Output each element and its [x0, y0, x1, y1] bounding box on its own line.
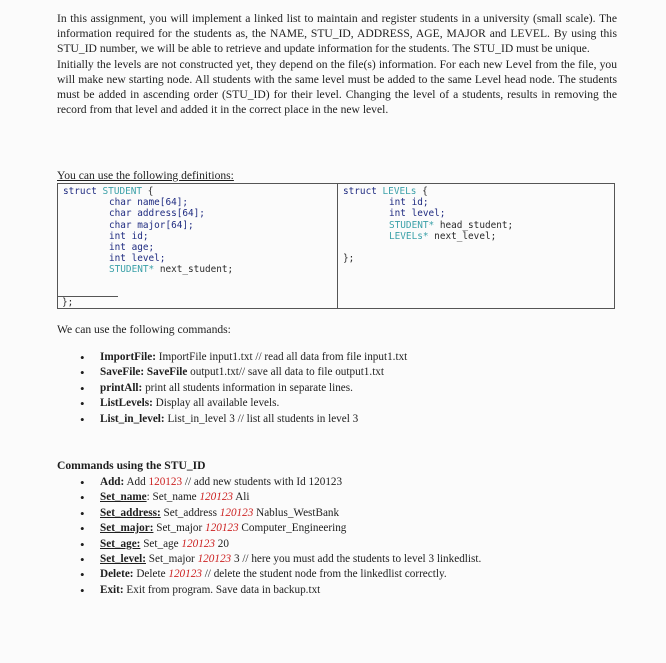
command-post: // add new students with Id 120123 [184, 476, 343, 488]
student-id: 120123 [219, 506, 254, 519]
command-name-2: SaveFile [146, 366, 188, 379]
command-name: ImportFile: [100, 351, 156, 363]
command-post: // delete the student node from the linkedlist correctly. [204, 568, 447, 581]
close-brace: }; [343, 253, 355, 265]
list-item [80, 412, 407, 427]
command-name: Add: [100, 476, 125, 488]
intro-paragraph-1: In this assignment, you will implement a linked list to maintain and register students in a university (small scale). The information required for the students as, the NAME, STU_ID, ADDRESS, AGE, MAJOR and LEVEL. By using this STU_ID number, we will be able to retrieve and update information for the students. The STU_ID must be unique. [57, 12, 617, 56]
open-brace: { [147, 186, 154, 197]
pointer-type: STUDENT* [389, 219, 435, 231]
field-line [343, 220, 609, 231]
student-id: 120123 [199, 491, 233, 504]
pointer-field: next_student; [159, 264, 234, 276]
field-line [63, 264, 332, 275]
field-line: int id; [389, 197, 429, 209]
student-id: 120123 [181, 537, 215, 550]
list-item [80, 537, 481, 552]
command-post: 20 [217, 537, 229, 550]
command-name: SaveFile: [100, 366, 145, 379]
command-pre: Delete [136, 568, 166, 581]
pointer-field: head_student; [439, 219, 514, 231]
command-name: Set_age: [100, 537, 141, 550]
command-name: Delete: [100, 568, 134, 581]
command-pre: Set_address [163, 506, 217, 519]
list-item [80, 583, 481, 598]
command-name: Set_level: [100, 553, 146, 566]
command-pre: : Set_name [146, 491, 197, 504]
command-pre: Exit from program. Save data in backup.txt [126, 583, 321, 596]
field-line [343, 231, 609, 242]
list-item [80, 475, 481, 490]
student-id: 120123 [205, 522, 239, 535]
command-name: Set_address: [100, 506, 161, 519]
command-pre: Set_age [143, 537, 179, 550]
command-name: Exit: [100, 583, 124, 596]
student-id: 120123 [197, 553, 232, 566]
command-name: List_in_level: [100, 412, 165, 425]
field-line: int id; [109, 230, 149, 242]
pointer-type: LEVELs* [389, 230, 429, 242]
command-pre: Add [126, 476, 146, 488]
stu-commands-list [80, 475, 481, 598]
list-item [80, 552, 481, 567]
struct-keyword: struct [63, 186, 97, 197]
command-post: 3 // here you must add the students to level 3 linkedlist. [233, 553, 482, 566]
command-desc: print all students information in separate lines. [145, 381, 353, 394]
student-id: 120123 [168, 568, 202, 581]
student-struct-code [58, 184, 338, 308]
list-item [80, 521, 481, 536]
list-item [80, 350, 407, 365]
list-item [80, 396, 407, 411]
definitions-heading: You can use the following definitions: [57, 169, 234, 182]
command-name: Set_name [100, 491, 147, 504]
pointer-type: STUDENT* [109, 264, 155, 276]
stu-commands-heading: Commands using the STU_ID [57, 459, 206, 472]
command-desc: output1.txt// save all data to file output1.txt [190, 366, 385, 379]
struct-definitions-table [57, 183, 615, 309]
command-pre: Set_major [148, 553, 195, 566]
field-line: int level; [109, 253, 166, 265]
list-item [80, 381, 407, 396]
pointer-field: next_level; [434, 230, 497, 242]
field-line: char name[64]; [109, 197, 189, 209]
struct-name: STUDENT [102, 186, 143, 197]
command-pre: Set_major [156, 522, 203, 535]
field-line: char address[64]; [109, 208, 205, 220]
close-brace: }; [58, 296, 118, 308]
command-name: Set_major: [100, 522, 154, 535]
command-post: Computer_Engineering [241, 522, 347, 535]
intro-paragraph-2: Initially the levels are not constructed yet, they depend on the file(s) information. For each new Level from the file, you will make new starting node. All students with the same level must be added to the same Level head node. The students must be added in ascending order (STU_ID) for their level. Changing the level of a students, results in removing the record from that level and added it in the correct place in the new level. [57, 57, 617, 117]
commands-list [80, 350, 407, 427]
command-desc: Display all available levels. [155, 397, 280, 410]
levels-struct-code [338, 184, 614, 308]
commands-heading: We can use the following commands: [57, 323, 231, 336]
command-desc: ImportFile input1.txt // read all data from file input1.txt [158, 351, 408, 363]
list-item [80, 506, 481, 521]
open-brace: { [422, 186, 428, 197]
list-item [80, 490, 481, 505]
command-name: ListLevels: [100, 397, 153, 410]
assignment-intro [57, 11, 617, 117]
command-name: printAll: [100, 381, 143, 394]
student-id: 120123 [148, 476, 183, 488]
command-post: Ali [235, 491, 250, 504]
struct-name: LEVELs [382, 186, 417, 197]
struct-keyword: struct [343, 186, 377, 197]
list-item [80, 365, 407, 380]
command-desc: List_in_level 3 // list all students in level 3 [167, 412, 359, 425]
command-post: Nablus_WestBank [256, 506, 340, 519]
field-line: char major[64]; [109, 219, 194, 231]
list-item [80, 567, 481, 582]
field-line: int level; [389, 208, 446, 220]
field-line: int age; [109, 242, 155, 254]
